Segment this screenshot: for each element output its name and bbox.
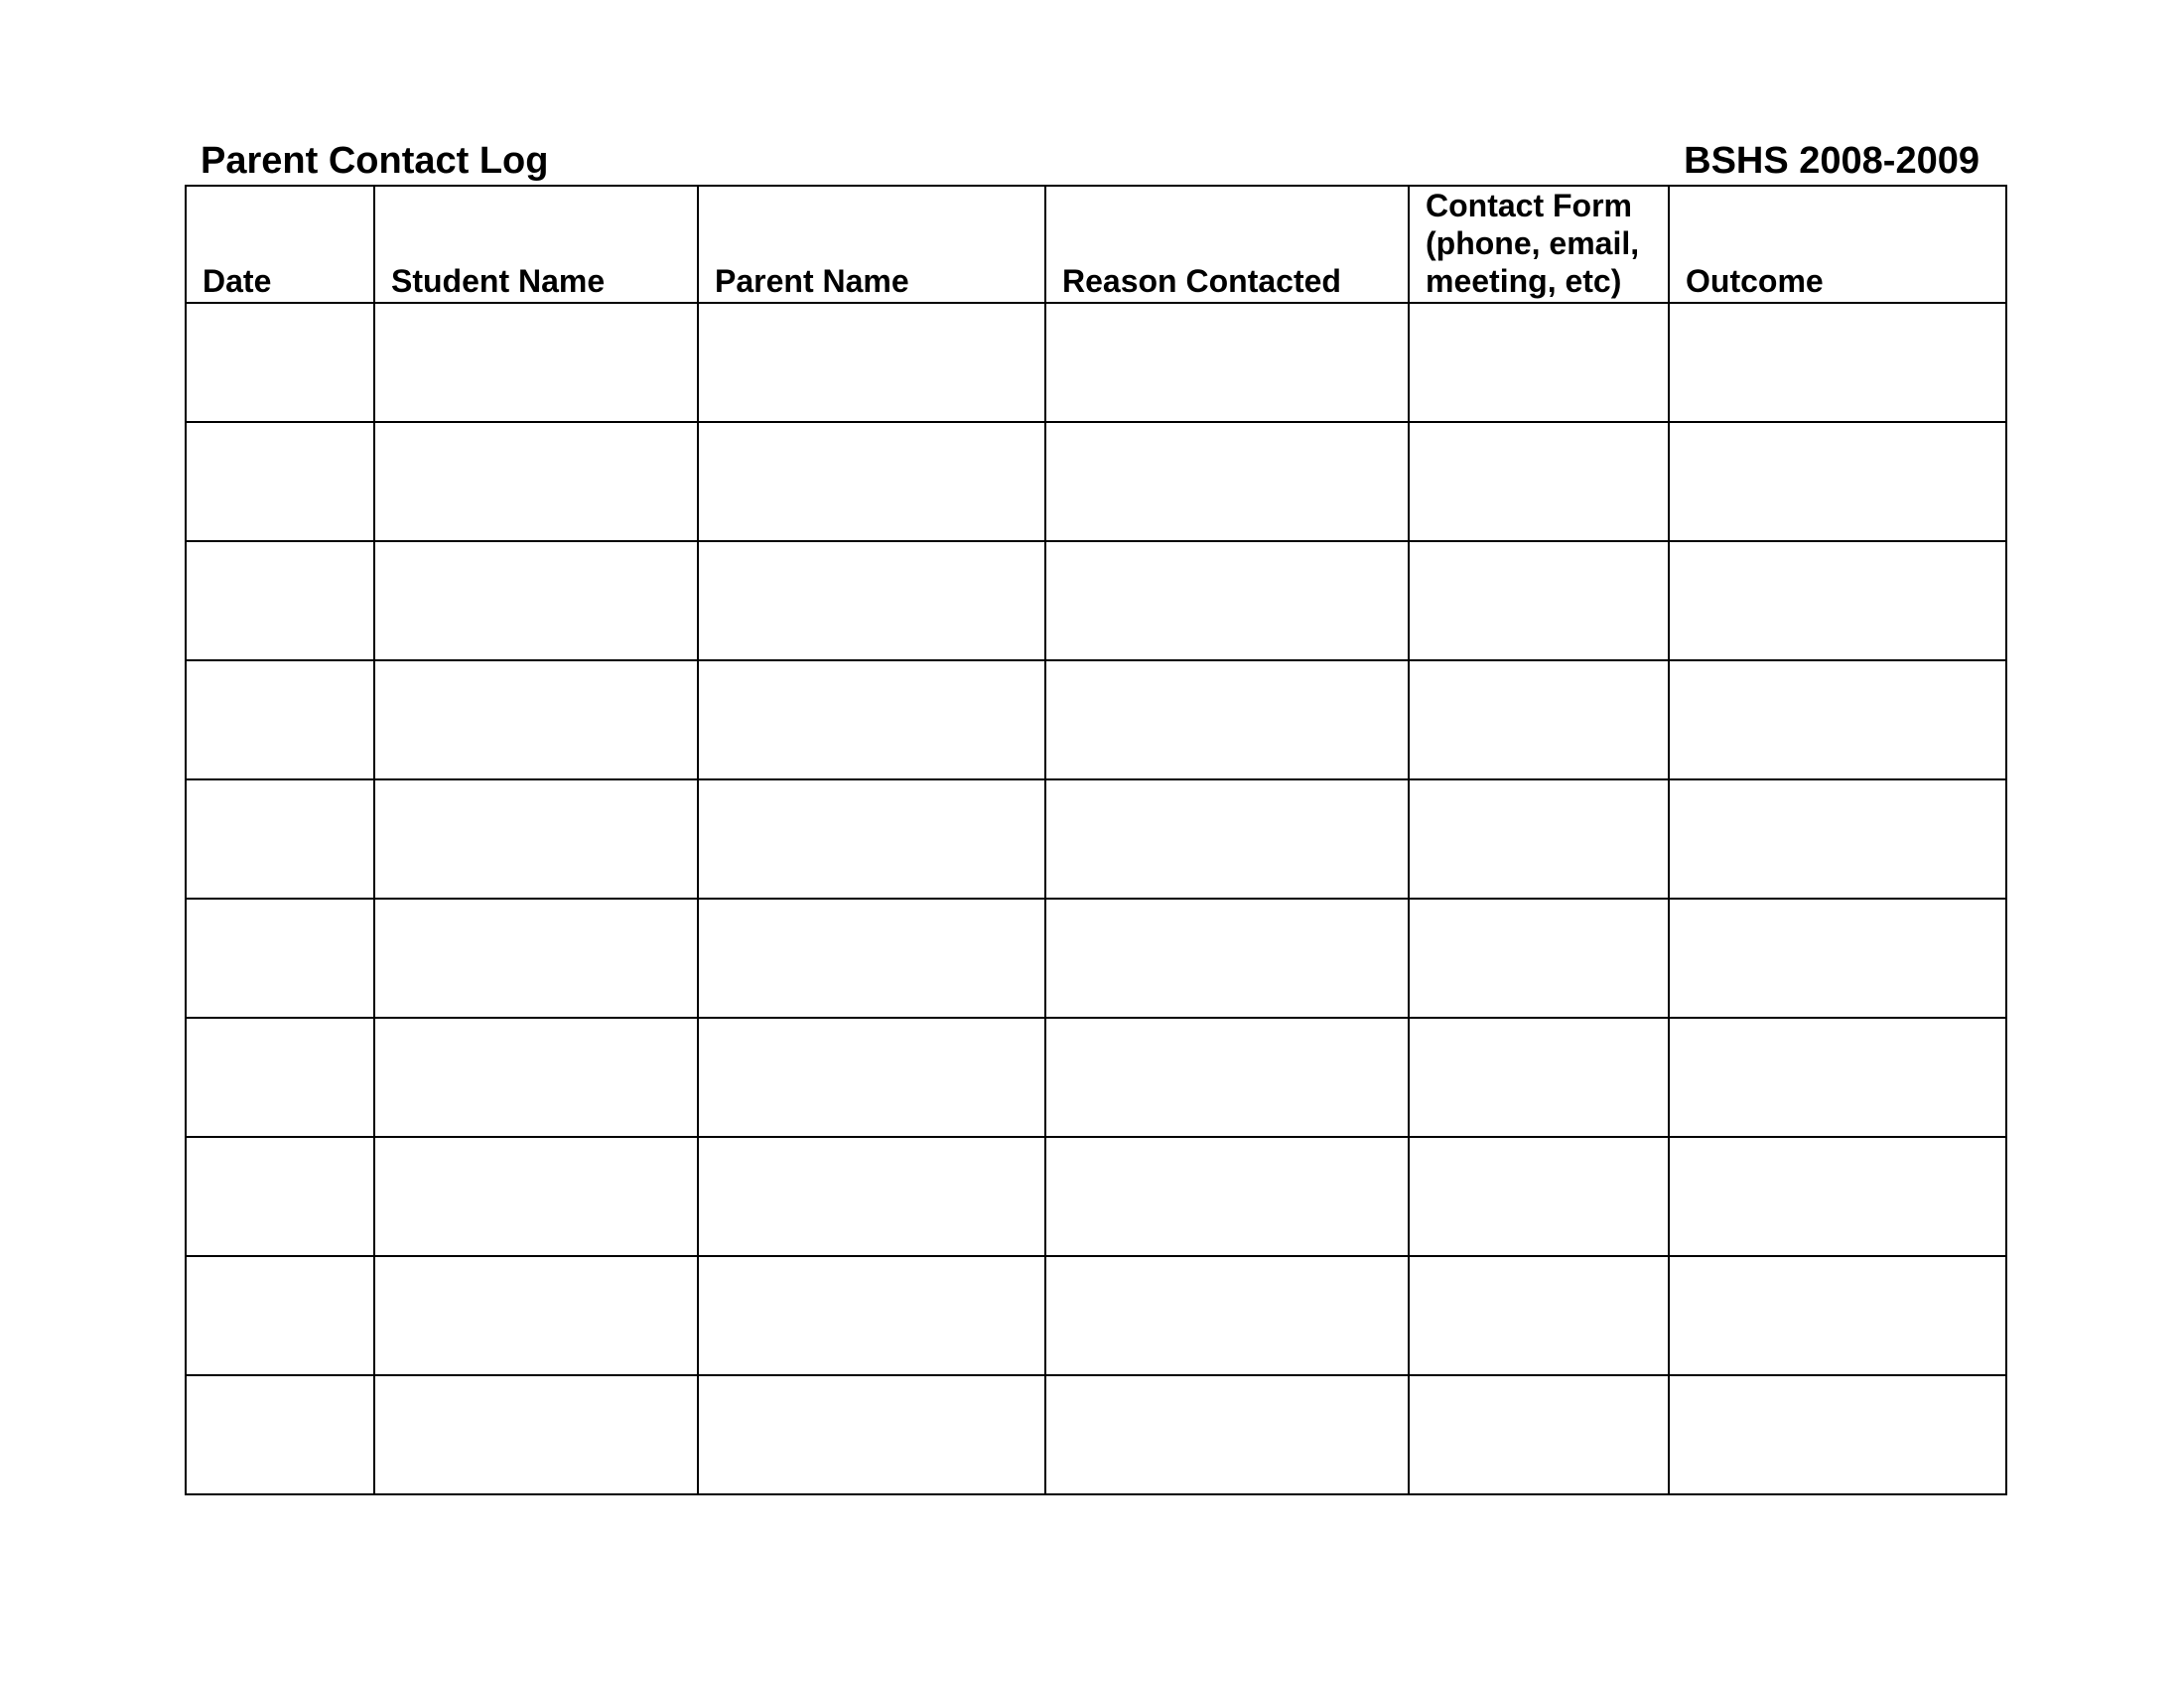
- cell-reason-contacted: [1045, 779, 1409, 899]
- cell-reason-contacted: [1045, 541, 1409, 660]
- cell-reason-contacted: [1045, 422, 1409, 541]
- cell-date: [186, 1256, 374, 1375]
- cell-student-name: [374, 303, 698, 422]
- cell-contact-form: [1409, 899, 1669, 1018]
- cell-student-name: [374, 1018, 698, 1137]
- table-row: [186, 1375, 2006, 1494]
- cell-outcome: [1669, 1137, 2006, 1256]
- cell-date: [186, 899, 374, 1018]
- table-row: [186, 1137, 2006, 1256]
- table-header-row: [186, 186, 2006, 303]
- table-row: [186, 303, 2006, 422]
- cell-contact-form: [1409, 422, 1669, 541]
- page-title: Parent Contact Log: [201, 140, 549, 182]
- cell-outcome: [1669, 422, 2006, 541]
- cell-reason-contacted: [1045, 1375, 1409, 1494]
- column-header-contact-form: [1409, 186, 1669, 303]
- cell-date: [186, 779, 374, 899]
- cell-date: [186, 1018, 374, 1137]
- table-row: [186, 779, 2006, 899]
- cell-date: [186, 422, 374, 541]
- cell-reason-contacted: [1045, 1256, 1409, 1375]
- table-row: [186, 1256, 2006, 1375]
- cell-date: [186, 1375, 374, 1494]
- cell-outcome: [1669, 303, 2006, 422]
- cell-outcome: [1669, 1018, 2006, 1137]
- cell-reason-contacted: [1045, 660, 1409, 779]
- cell-parent-name: [698, 303, 1045, 422]
- cell-outcome: [1669, 779, 2006, 899]
- cell-student-name: [374, 899, 698, 1018]
- cell-contact-form: [1409, 541, 1669, 660]
- cell-contact-form: [1409, 1256, 1669, 1375]
- table-row: [186, 541, 2006, 660]
- cell-parent-name: [698, 1375, 1045, 1494]
- cell-reason-contacted: [1045, 1018, 1409, 1137]
- table-row: [186, 422, 2006, 541]
- cell-contact-form: [1409, 1018, 1669, 1137]
- table-row: [186, 1018, 2006, 1137]
- contact-form-label-line-3: meeting, etc): [1426, 263, 1622, 299]
- cell-parent-name: [698, 422, 1045, 541]
- column-header-outcome: Outcome: [1669, 186, 2006, 303]
- cell-date: [186, 660, 374, 779]
- cell-student-name: [374, 660, 698, 779]
- cell-parent-name: [698, 660, 1045, 779]
- cell-contact-form: [1409, 1375, 1669, 1494]
- cell-student-name: [374, 779, 698, 899]
- cell-outcome: [1669, 1375, 2006, 1494]
- cell-reason-contacted: [1045, 303, 1409, 422]
- table-row: [186, 660, 2006, 779]
- cell-student-name: [374, 1375, 698, 1494]
- cell-reason-contacted: [1045, 1137, 1409, 1256]
- cell-contact-form: [1409, 303, 1669, 422]
- cell-outcome: [1669, 660, 2006, 779]
- cell-student-name: [374, 1137, 698, 1256]
- cell-parent-name: [698, 899, 1045, 1018]
- cell-parent-name: [698, 1018, 1045, 1137]
- cell-parent-name: [698, 541, 1045, 660]
- contact-form-label-line-1: Contact Form: [1426, 188, 1632, 223]
- cell-parent-name: [698, 1256, 1045, 1375]
- page-header: [185, 135, 2003, 183]
- table-row: [186, 899, 2006, 1018]
- table-body: [186, 303, 2006, 1494]
- cell-contact-form: [1409, 660, 1669, 779]
- cell-outcome: [1669, 541, 2006, 660]
- cell-student-name: [374, 422, 698, 541]
- cell-outcome: [1669, 899, 2006, 1018]
- cell-contact-form: [1409, 779, 1669, 899]
- cell-student-name: [374, 1256, 698, 1375]
- cell-reason-contacted: [1045, 899, 1409, 1018]
- school-year-label: BSHS 2008-2009: [1684, 140, 1979, 182]
- contact-form-label-line-2: (phone, email,: [1426, 225, 1640, 261]
- column-header-parent-name: Parent Name: [698, 186, 1045, 303]
- cell-date: [186, 303, 374, 422]
- column-header-reason-contacted: Reason Contacted: [1045, 186, 1409, 303]
- cell-student-name: [374, 541, 698, 660]
- cell-date: [186, 1137, 374, 1256]
- cell-parent-name: [698, 1137, 1045, 1256]
- cell-outcome: [1669, 1256, 2006, 1375]
- cell-contact-form: [1409, 1137, 1669, 1256]
- cell-parent-name: [698, 779, 1045, 899]
- cell-date: [186, 541, 374, 660]
- contact-log-table: [185, 185, 2007, 1495]
- column-header-date: Date: [186, 186, 374, 303]
- column-header-student-name: Student Name: [374, 186, 698, 303]
